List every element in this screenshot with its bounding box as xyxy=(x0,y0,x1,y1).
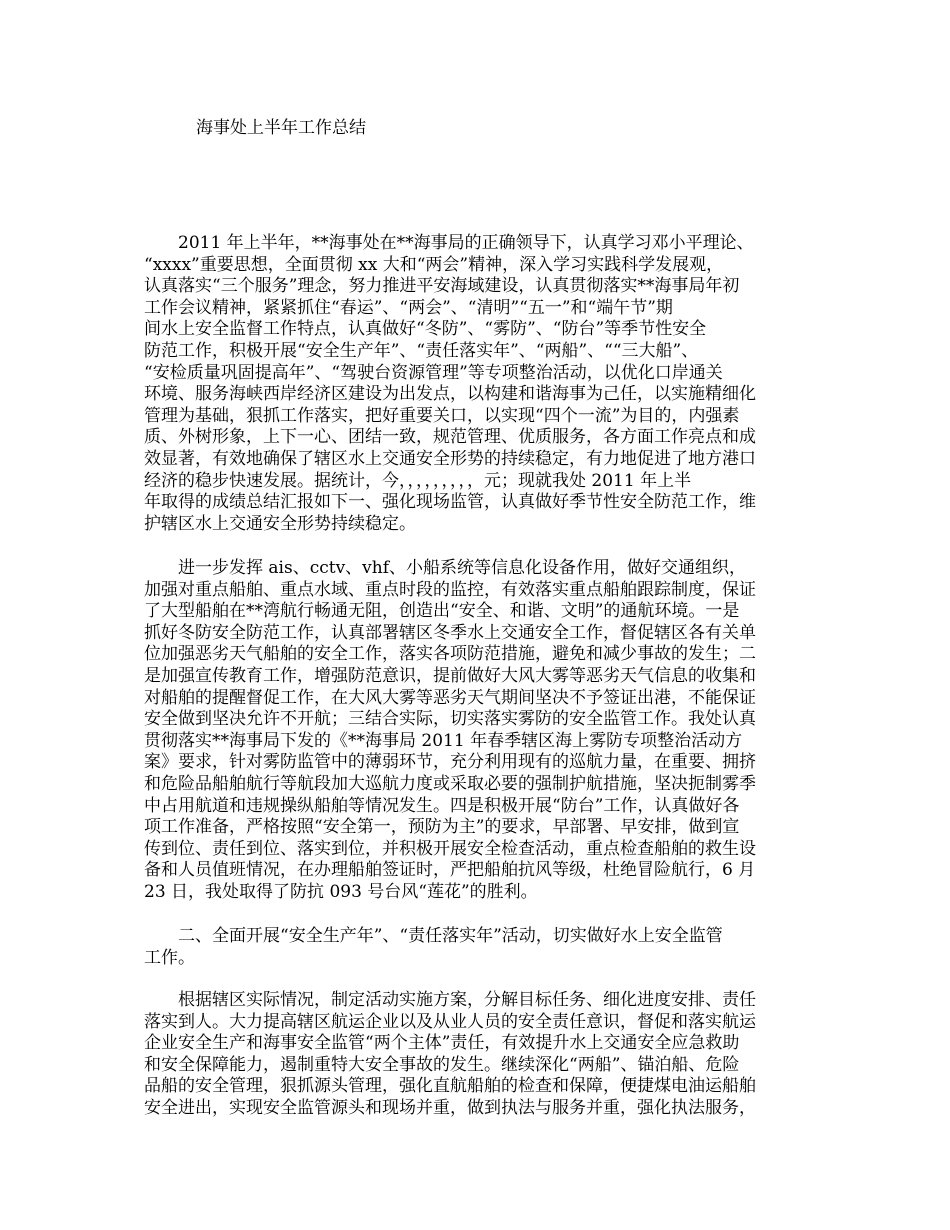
text-line: 二、全面开展“安全生产年”、“责任落实年”活动，切实做好水上安全监管 xyxy=(144,926,723,946)
text-line: 备和人员值班情况，在办理船舶签证时，严把船舶抗风等级，杜绝冒险航行，6 月 xyxy=(144,860,756,881)
text-line: 位加强恶劣天气船舶的安全工作，落实各项防范措施，避免和减少事故的发生；二 xyxy=(144,644,756,665)
text-line: 年取得的成绩总结汇报如下一、强化现场监管，认真做好季节性安全防范工作，维 xyxy=(144,492,756,513)
text-line: 传到位、责任到位、落实到位，并积极开展安全检查活动，重点检查船舶的救生设 xyxy=(144,838,756,859)
text-line: 对船舶的提醒督促工作，在大风大雾等恶劣天气期间坚决不予签证出港，不能保证 xyxy=(144,687,756,708)
text-line: 企业安全生产和海事安全监管“两个主体”责任，有效提升水上交通安全应急救助 xyxy=(144,1033,740,1054)
text-line: 安全进出，实现安全监管源头和现场并重，做到执法与服务并重，强化执法服务， xyxy=(144,1097,756,1118)
text-line: 护辖区水上交通安全形势持续稳定。 xyxy=(144,513,416,534)
text-line: 间水上安全监督工作特点，认真做好“冬防”、“雾防”、“防台”等季节性安全 xyxy=(144,319,707,340)
text-line: 和危险品船舶航行等航段加大巡航力度或采取必要的强制护航措施，坚决扼制雾季 xyxy=(144,773,756,794)
paragraph-3 xyxy=(144,926,723,969)
text-line: 2011 年上半年，**海事处在**海事局的正确领导下，认真学习邓小平理论、 xyxy=(144,233,754,253)
text-line: 抓好冬防安全防范工作，认真部署辖区冬季水上交通安全工作，督促辖区各有关单 xyxy=(144,622,756,643)
text-line: 项工作准备，严格按照“安全第一，预防为主”的要求，早部署、早安排，做到宣 xyxy=(144,817,740,838)
text-line: 安全做到坚决允许不开航；三结合实际，切实落实雾防的安全监管工作。我处认真 xyxy=(144,709,756,730)
text-line: 根据辖区实际情况，制定活动实施方案，分解目标任务、细化进度安排、责任 xyxy=(144,990,756,1010)
text-line: 工作。 xyxy=(144,947,195,968)
text-line: 进一步发挥 ais、cctv、vhf、小船系统等信息化设备作用，做好交通组织， xyxy=(144,558,747,578)
text-line: 品船的安全管理，狠抓源头管理，强化直航船舶的检查和保障，便捷煤电油运船舶 xyxy=(144,1076,756,1097)
text-line: 防范工作，积极开展“安全生产年”、“责任落实年”、“两船”、““三大船”、 xyxy=(144,340,699,361)
text-line: 和安全保障能力，遏制重特大安全事故的发生。继续深化“两船”、锚泊船、危险 xyxy=(144,1054,740,1075)
text-line: 中占用航道和违规操纵船舶等情况发生。四是积极开展“防台”工作，认真做好各 xyxy=(144,795,740,816)
text-line: 落实到人。大力提高辖区航运企业以及从业人员的安全责任意识，督促和落实航运 xyxy=(144,1011,756,1032)
document-title: 海事处上半年工作总结 xyxy=(196,118,366,138)
paragraph-4 xyxy=(144,990,756,1120)
text-line: 23 日，我处取得了防抗 093 号台风“莲花”的胜利。 xyxy=(144,881,538,902)
text-line: “安检质量巩固提高年”、“驾驶台资源管理”等专项整治活动，以优化口岸通关 xyxy=(144,362,723,383)
text-line: 效显著，有效地确保了辖区水上交通安全形势的持续稳定，有力地促进了地方港口 xyxy=(144,448,756,469)
text-line: 环境、服务海峡西岸经济区建设为出发点，以构建和谐海事为己任，以实施精细化 xyxy=(144,384,756,405)
text-line: 了大型船舶在**湾航行畅通无阻，创造出“安全、和谐、文明”的通航环境。一是 xyxy=(144,601,740,622)
text-line: 质、外树形象，上下一心、团结一致，规范管理、优质服务，各方面工作亮点和成 xyxy=(144,427,756,448)
text-line: 加强对重点船舶、重点水域、重点时段的监控，有效落实重点船舶跟踪制度，保证 xyxy=(144,579,756,600)
text-line: 贯彻落实**海事局下发的《**海事局 2011 年春季辖区海上雾防专项整治活动方 xyxy=(144,730,743,751)
text-line: 案》要求，针对雾防监管中的薄弱环节，充分利用现有的巡航力量，在重要、拥挤 xyxy=(144,752,756,773)
text-line: 经济的稳步快速发展。据统计，今，，，，，，，，，元；现就我处 2011 年上半 xyxy=(144,470,692,491)
text-line: 认真落实“三个服务”理念，努力推进平安海域建设，认真贯彻落实**海事局年初 xyxy=(144,276,740,297)
text-line: 是加强宣传教育工作，增强防范意识，提前做好大风大雾等恶劣天气信息的收集和 xyxy=(144,665,756,686)
text-line: 工作会议精神，紧紧抓住“春运”、“两会”、“清明”“五一”和“端午节”期 xyxy=(144,297,673,318)
paragraph-1 xyxy=(144,233,756,535)
text-line: “xxxx”重要思想，全面贯彻 xx 大和“两会”精神，深入学习实践科学发展观， xyxy=(144,254,724,275)
text-line: 管理为基础，狠抓工作落实，把好重要关口，以实现“四个一流”为目的，内强素 xyxy=(144,405,740,426)
paragraph-2 xyxy=(144,558,756,904)
